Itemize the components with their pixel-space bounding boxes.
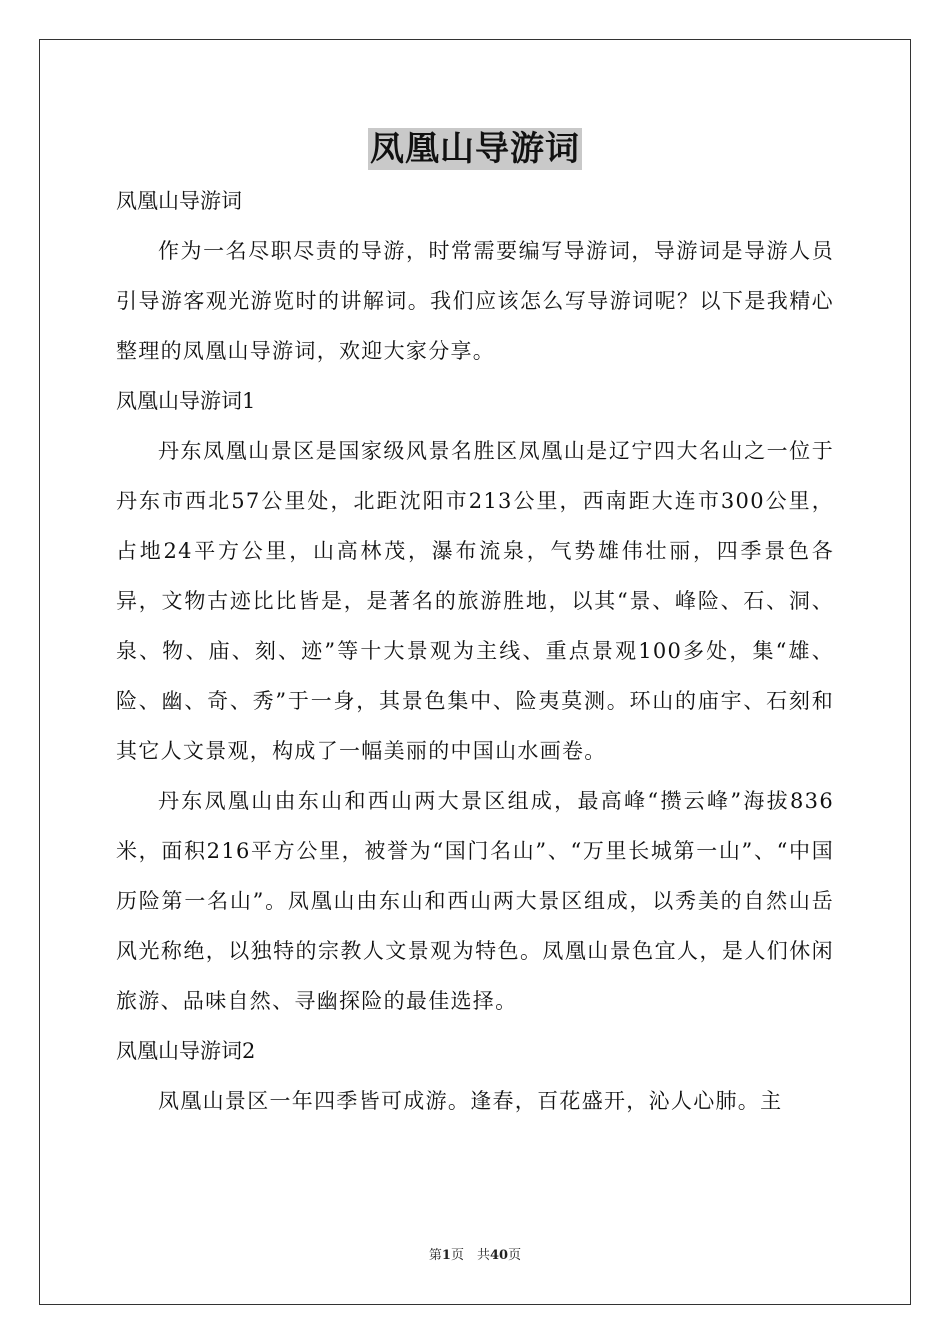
document-subtitle: 凤凰山导游词 [116,189,242,213]
section1-heading: 凤凰山导游词1 [116,389,256,413]
section2-heading: 凤凰山导游词2 [116,1039,256,1063]
document-title: 凤凰山导游词 [370,129,580,169]
title-wrap [0,128,950,170]
section2-paragraph-1: 凤凰山景区一年四季皆可成游。逢春，百花盛开，沁人心肺。主 [158,1089,783,1113]
page-mid: 页 共 [450,1248,490,1263]
section1-paragraph-2: 丹东凤凰山由东山和西山两大景区组成，最高峰“攒云峰”海拔836米，面积216平方公里，被誉为“国门名山”、“万里长城第一山”、“中国历险第一名山”。凤凰山由东山和西山两大景区组成，以秀美的自然山岳风光称绝，以独特的宗教人文景观为特色。凤凰山景色宜人，是人们休闲旅游、品味自然、寻幽探险的最佳选择。 [116,789,834,1013]
intro-paragraph: 作为一名尽职尽责的导游，时常需要编写导游词，导游词是导游人员引导游客观光游览时的讲解词。我们应该怎么写导游词呢？以下是我精心整理的凤凰山导游词，欢迎大家分享。 [116,239,834,363]
document-body [116,176,834,1126]
page-suffix: 页 [508,1248,522,1263]
page-footer [0,1247,950,1265]
page-current: 1 [441,1248,451,1263]
section1-paragraph-1: 丹东凤凰山景区是国家级风景名胜区凤凰山是辽宁四大名山之一位于丹东市西北57公里处，北距沈阳市213公里，西南距大连市300公里，占地24平方公里，山高林茂，瀑布流泉，气势雄伟壮丽，四季景色各异，文物古迹比比皆是，是著名的旅游胜地，以其“景、峰险、石、洞、泉、物、庙、刻、迹”等十大景观为主线、重点景观100多处，集“雄、险、幽、奇、秀”于一身，其景色集中、险夷莫测。环山的庙宇、石刻和其它人文景观，构成了一幅美丽的中国山水画卷。 [116,439,834,763]
page-prefix: 第 [428,1248,442,1263]
page-total: 40 [489,1248,509,1263]
